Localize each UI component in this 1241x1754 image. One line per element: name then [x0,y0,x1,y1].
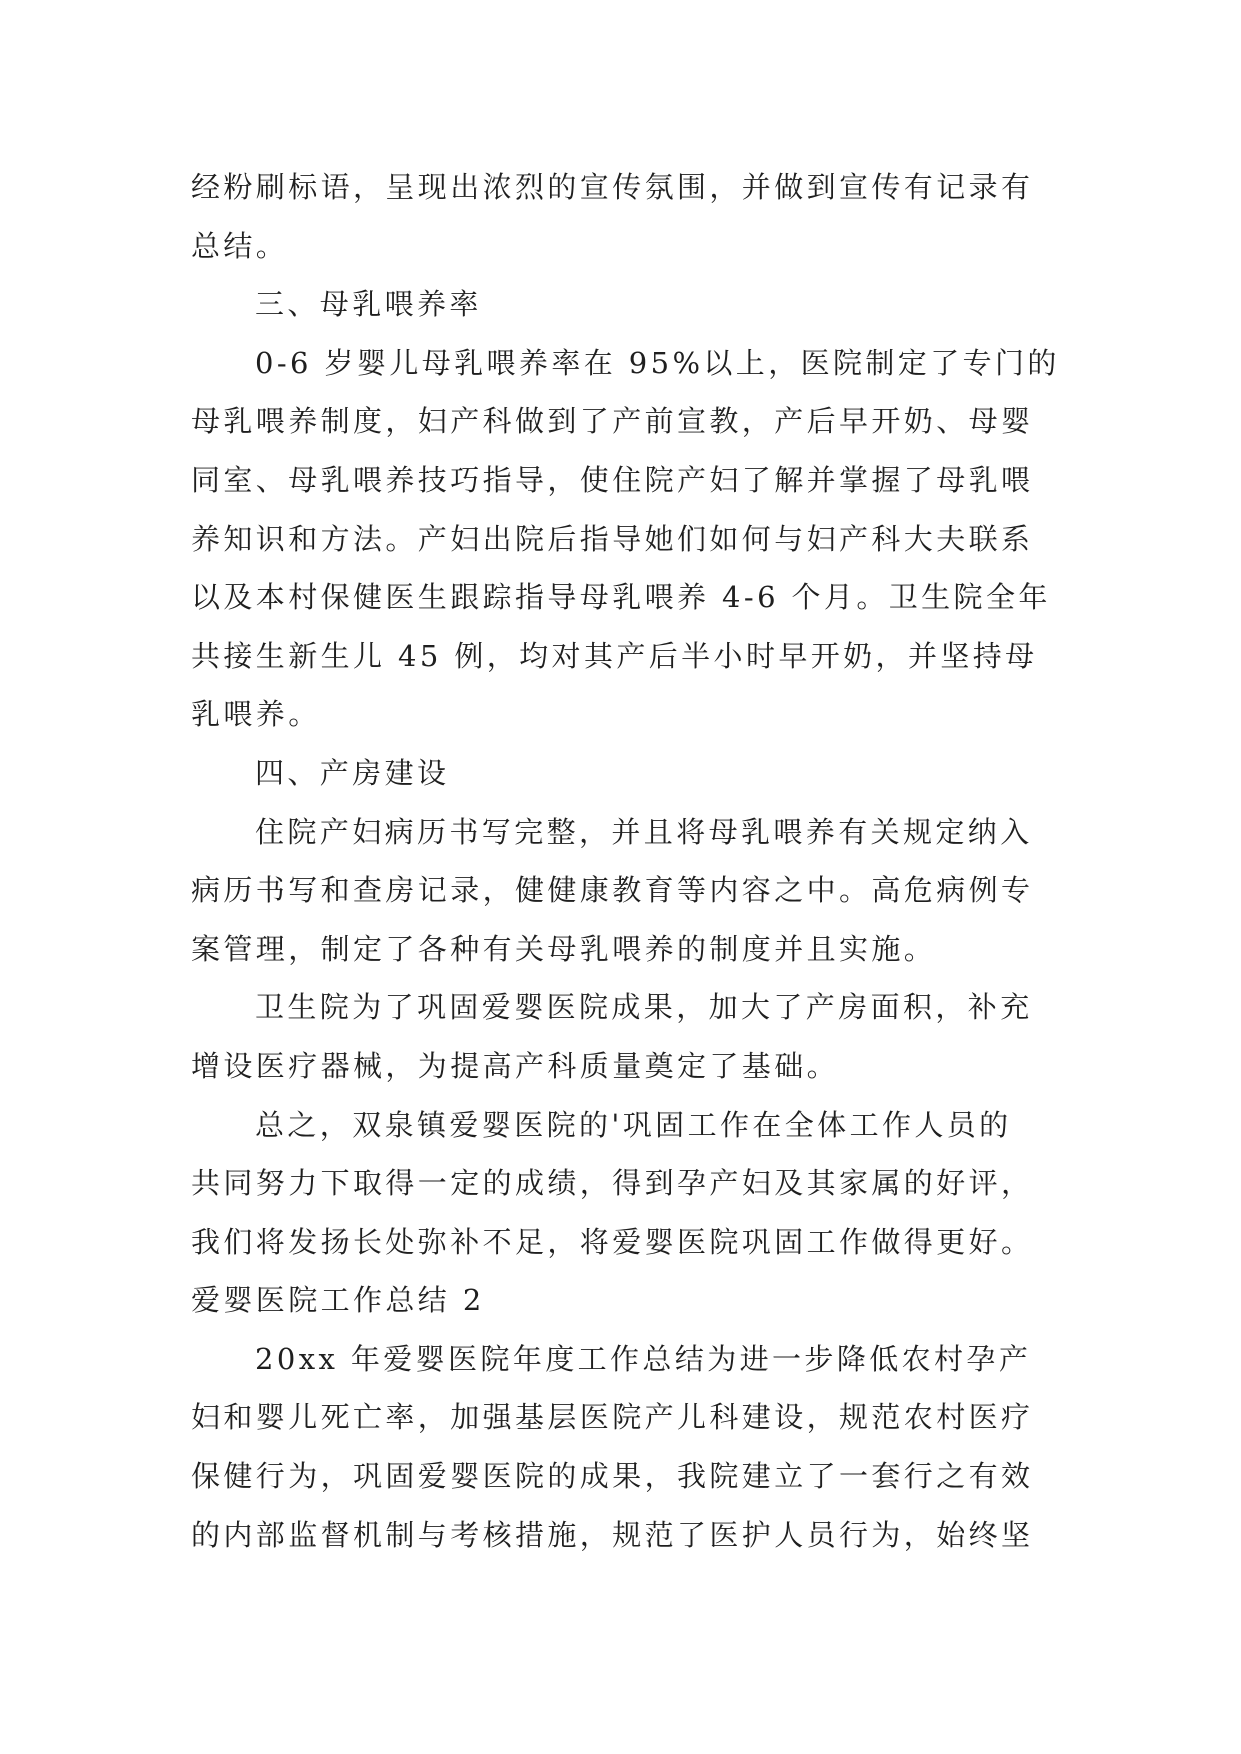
text-line: 母乳喂养制度，妇产科做到了产前宣教，产后早开奶、母婴 [191,404,1034,439]
text-line: 经粉刷标语，呈现出浓烈的宣传氛围，并做到宣传有记录有 [191,170,1034,204]
text-line: 的内部监督机制与考核措施，规范了医护人员行为，始终坚 [191,1517,1034,1552]
text-line: 我们将发扬长处弥补不足，将爱婴医院巩固工作做得更好。 [191,1224,1034,1259]
text-line: 保健行为，巩固爱婴医院的成果，我院建立了一套行之有效 [191,1459,1034,1494]
text-line: 增设医疗器械，为提高产科质量奠定了基础。 [191,1048,840,1083]
text-line: 爱婴医院工作总结 2 [191,1283,485,1318]
document-body [191,158,1060,1564]
text-line: 养知识和方法。产妇出院后指导她们如何与妇产科大夫联系 [191,521,1034,556]
text-line: 共同努力下取得一定的成绩，得到孕产妇及其家属的好评， [191,1166,1034,1201]
text-line: 共接生新生儿 45 例，均对其产后半小时早开奶，并坚持母 [191,638,1038,673]
text-line: 卫生院为了巩固爱婴医院成果，加大了产房面积，补充 [255,990,1033,1025]
text-line: 三、母乳喂养率 [255,287,482,322]
text-line: 0-6 岁婴儿母乳喂养率在 95%以上，医院制定了专门的 [255,345,1060,380]
text-line: 病历书写和查房记录，健健康教育等内容之中。高危病例专 [191,873,1034,908]
text-line: 总结。 [191,228,289,263]
text-line: 20xx 年爱婴医院年度工作总结为进一步降低农村孕产 [255,1341,1032,1376]
text-line: 乳喂养。 [191,697,321,732]
text-line: 总之，双泉镇爱婴医院的'巩固工作在全体工作人员的 [255,1107,1012,1142]
text-line: 以及本村保健医生跟踪指导母乳喂养 4-6 个月。卫生院全年 [191,580,1051,615]
text-line: 案管理，制定了各种有关母乳喂养的制度并且实施。 [191,931,937,966]
text-line: 四、产房建设 [255,755,450,790]
text-line: 同室、母乳喂养技巧指导，使住院产妇了解并掌握了母乳喂 [191,462,1034,497]
text-line: 住院产妇病历书写完整，并且将母乳喂养有关规定纳入 [255,814,1033,849]
text-line: 妇和婴儿死亡率，加强基层医院产儿科建设，规范农村医疗 [191,1400,1034,1435]
